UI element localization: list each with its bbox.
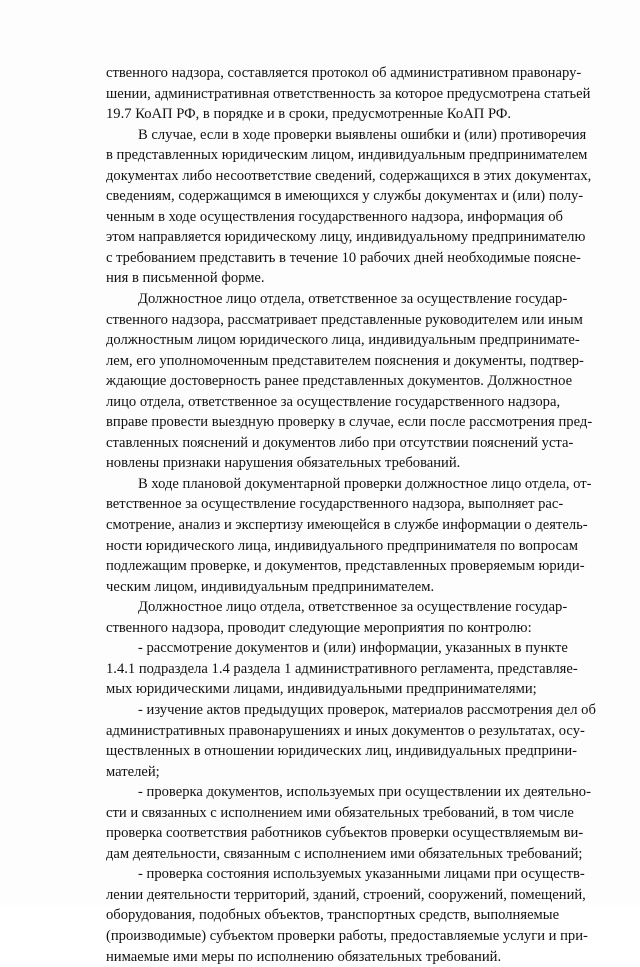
paragraph-documentary-inspection: В ходе плановой документарной проверки должностное лицо отдела, от- ветственное за осуществление государственного надзора, выполняет рас- смотрение, анализ и экспертизу имеющейся в службе информации о деятель- ности юридического лица, индивидуального предпринимателя по вопросам подлежащим проверке, и документов, представленных проверяемым юриди- ческим лицом, индивидуальным предпринимателем. [106,475,592,595]
list-item-previous-acts-study: - изучение актов предыдущих проверок, материалов рассмотрения дел об административных правонарушениях и иных документов о результатах, осу- ществленных в отношении юридических лиц, индивидуальных предприни- мателей; [106,701,596,780]
paragraph-protocol-continuation: ственного надзора, составляется протокол об административном правонару- шении, административная ответственность за которое предусмотрена статьей 19.7 КоАП РФ, в порядке и в сроки, предусмотренные КоАП РФ. [106,65,591,123]
list-item-document-review: - рассмотрение документов и (или) информации, указанных в пункте 1.4.1 подраздела 1.4 раздела 1 административного регламента, представляе- мых юридическими лицами, индивидуальными предпринимателями; [106,640,578,698]
list-item-activity-documents-check: - проверка документов, используемых при осуществлении их деятельно- сти и связанных с исполнением ими обязательных требований, в том числе проверка соответствия работников субъектов проверки осуществляемым ви- дам деятельности, связанным с исполнением ими обязательных требований; [106,784,591,862]
paragraph-official-reviews-explanations: Должностное лицо отдела, ответственное за осуществление государ- ственного надзора, рассматривает представленные руководителем или иным должностным лицом юридического лица, индивидуальным предпринимате- лем, его уполномоченным представителем пояснения и документы, подтвер- ждающие достоверность ранее представленных документов. Должностное лицо отдела, ответственное за осуществление государственного надзора, вправе провести выездную проверку в случае, если после рассмотрения пред- ставленных пояснений и документов либо при отсутствии пояснений уста- новлены признаки нарушения обязательных требований. [106,291,593,472]
document-body [106,63,606,967]
list-item-premises-condition-check: - проверка состояния используемых указанными лицами при осуществ- лении деятельности территорий, зданий, строений, сооружений, помещений, оборудования, подобных объектов, транспортных средств, выполняемые (производимые) субъектом проверки работы, предоставляемые услуги и при- нимаемые ими меры по исполнению обязательных требований. [106,866,588,965]
paragraph-errors-contradictions: В случае, если в ходе проверки выявлены ошибки и (или) противоречия в представленных юридическим лицом, индивидуальным предпринимателем документах либо несоответствие сведений, содержащихся в этих документах, сведениям, содержащимся в имеющихся у службы документах и (или) полу- ченным в ходе осуществления государственного надзора, информация об этом направляется юридическому лицу, индивидуальному предпринимателю с требованием представить в течение 10 рабочих дней необходимые поясне- ния в письменной форме. [106,126,592,287]
paragraph-control-measures-intro: Должностное лицо отдела, ответственное за осуществление государ- ственного надзора, проводит следующие мероприятия по контролю: [106,599,568,636]
